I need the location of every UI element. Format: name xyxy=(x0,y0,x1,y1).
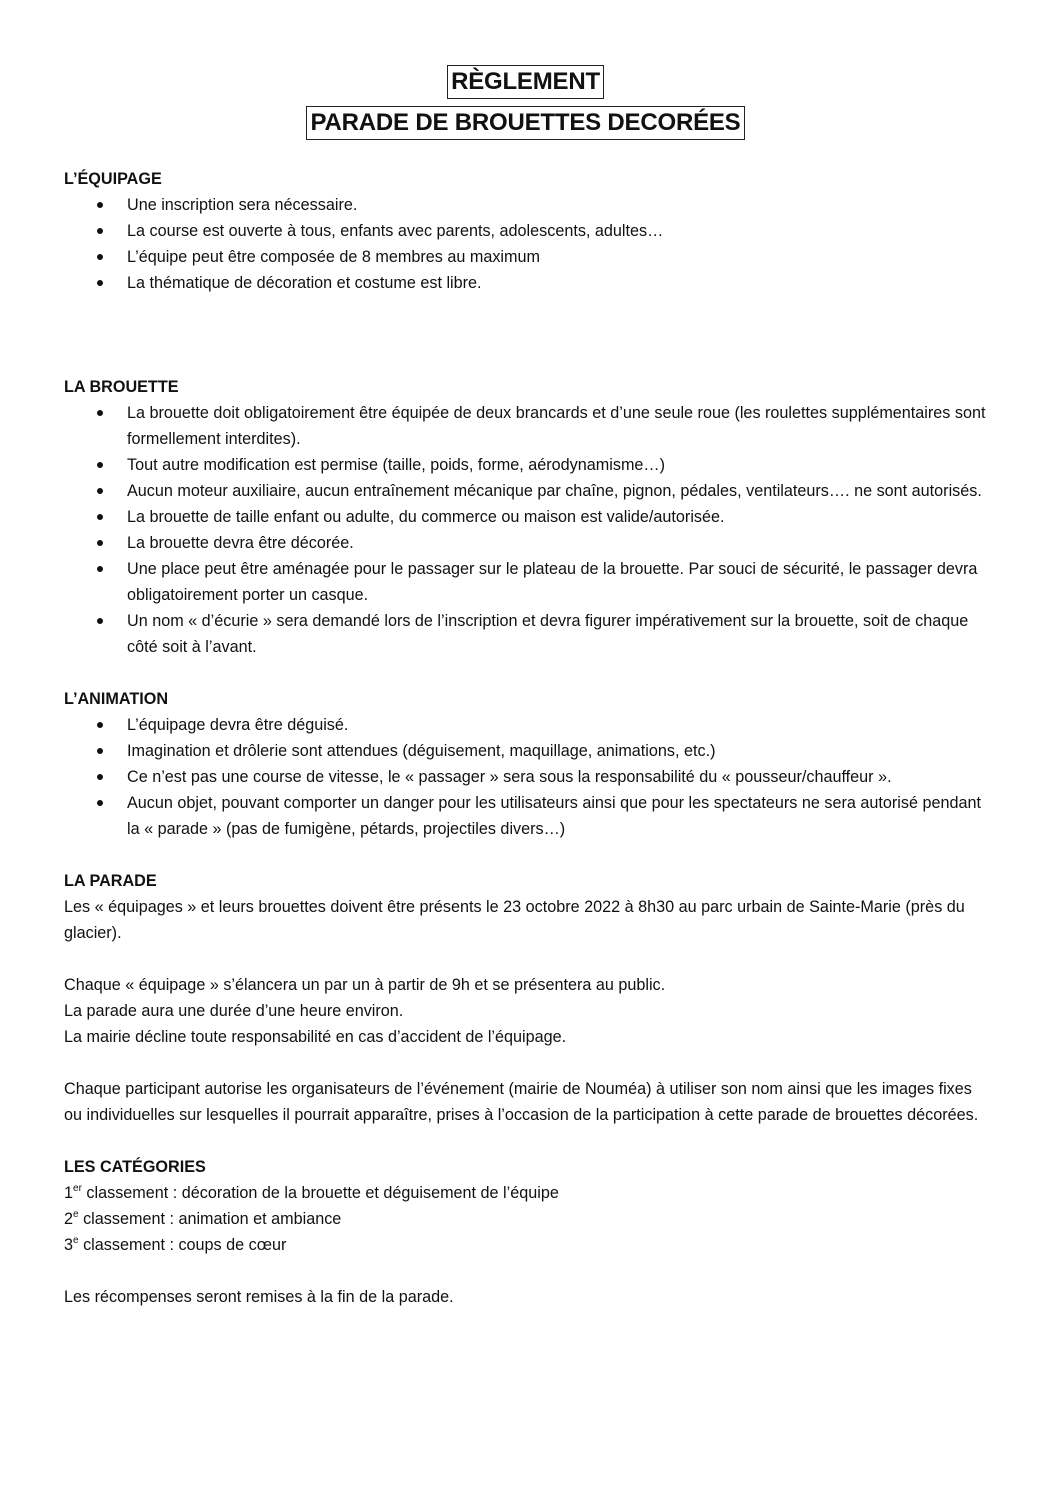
list-item: La course est ouverte à tous, enfants avec parents, adolescents, adultes… xyxy=(64,218,989,244)
bullet-list xyxy=(64,192,989,296)
list-item: La thématique de décoration et costume est libre. xyxy=(64,270,989,296)
section-categories xyxy=(64,1154,989,1310)
section-heading: LES CATÉGORIES xyxy=(64,1158,206,1176)
document-subtitle: PARADE DE BROUETTES DECORÉES xyxy=(306,106,744,140)
section-equipage xyxy=(64,166,989,296)
section-animation xyxy=(64,686,989,842)
paragraph: Chaque participant autorise les organisateurs de l’événement (mairie de Nouméa) à utiliser son nom ainsi que les images fixes ou individuelles sur lesquelles il pourrait apparaître, prises à l’occasion de la participation à cette parade de brouettes décorées. xyxy=(64,1080,979,1124)
section-heading: LA BROUETTE xyxy=(64,378,179,396)
paragraph-line: Chaque « équipage » s’élancera un par un à partir de 9h et se présentera au public. xyxy=(64,976,666,994)
list-item: Un nom « d’écurie » sera demandé lors de l’inscription et devra figurer impérativement sur la brouette, soit de chaque côté soit à l’avant. xyxy=(64,608,989,660)
list-item: L’équipe peut être composée de 8 membres au maximum xyxy=(64,244,989,270)
paragraph-line: La mairie décline toute responsabilité en cas d’accident de l’équipage. xyxy=(64,1028,567,1046)
section-parade xyxy=(64,868,989,1128)
paragraph: Les « équipages » et leurs brouettes doivent être présents le 23 octobre 2022 à 8h30 au parc urbain de Sainte-Marie (près du glacier). xyxy=(64,898,965,942)
list-item: La brouette devra être décorée. xyxy=(64,530,989,556)
bullet-list xyxy=(64,400,989,660)
list-item: Une place peut être aménagée pour le passager sur le plateau de la brouette. Par souci de sécurité, le passager devra obligatoirement porter un casque. xyxy=(64,556,989,608)
title-block xyxy=(0,65,1051,140)
list-item: L’équipage devra être déguisé. xyxy=(64,712,989,738)
list-item: Ce n’est pas une course de vitesse, le « passager » sera sous la responsabilité du « pousseur/chauffeur ». xyxy=(64,764,989,790)
category-line: 1er classement : décoration de la brouette et déguisement de l’équipe xyxy=(64,1182,559,1202)
category-line: 3e classement : coups de cœur xyxy=(64,1234,287,1254)
list-item: Aucun objet, pouvant comporter un danger pour les utilisateurs ainsi que pour les spectateurs ne sera autorisé pendant la « parade » (pas de fumigène, pétards, projectiles divers…) xyxy=(64,790,989,842)
section-heading: L’ANIMATION xyxy=(64,690,169,708)
category-line: 2e classement : animation et ambiance xyxy=(64,1208,342,1228)
section-heading: L’ÉQUIPAGE xyxy=(64,170,162,188)
section-heading: LA PARADE xyxy=(64,872,157,890)
list-item: Imagination et drôlerie sont attendues (déguisement, maquillage, animations, etc.) xyxy=(64,738,989,764)
document-body xyxy=(64,166,989,1310)
list-item: La brouette doit obligatoirement être équipée de deux brancards et d’une seule roue (les roulettes supplémentaires sont formellement interdites). xyxy=(64,400,989,452)
bullet-list xyxy=(64,712,989,842)
document-title: RÈGLEMENT xyxy=(447,65,604,99)
list-item: Tout autre modification est permise (taille, poids, forme, aérodynamisme…) xyxy=(64,452,989,478)
closing-note: Les récompenses seront remises à la fin de la parade. xyxy=(64,1288,454,1306)
list-item: La brouette de taille enfant ou adulte, du commerce ou maison est valide/autorisée. xyxy=(64,504,989,530)
list-item: Une inscription sera nécessaire. xyxy=(64,192,989,218)
paragraph-line: La parade aura une durée d’une heure environ. xyxy=(64,1002,404,1020)
section-brouette xyxy=(64,374,989,660)
list-item: Aucun moteur auxiliaire, aucun entraînement mécanique par chaîne, pignon, pédales, ventilateurs…. ne sont autorisés. xyxy=(64,478,989,504)
